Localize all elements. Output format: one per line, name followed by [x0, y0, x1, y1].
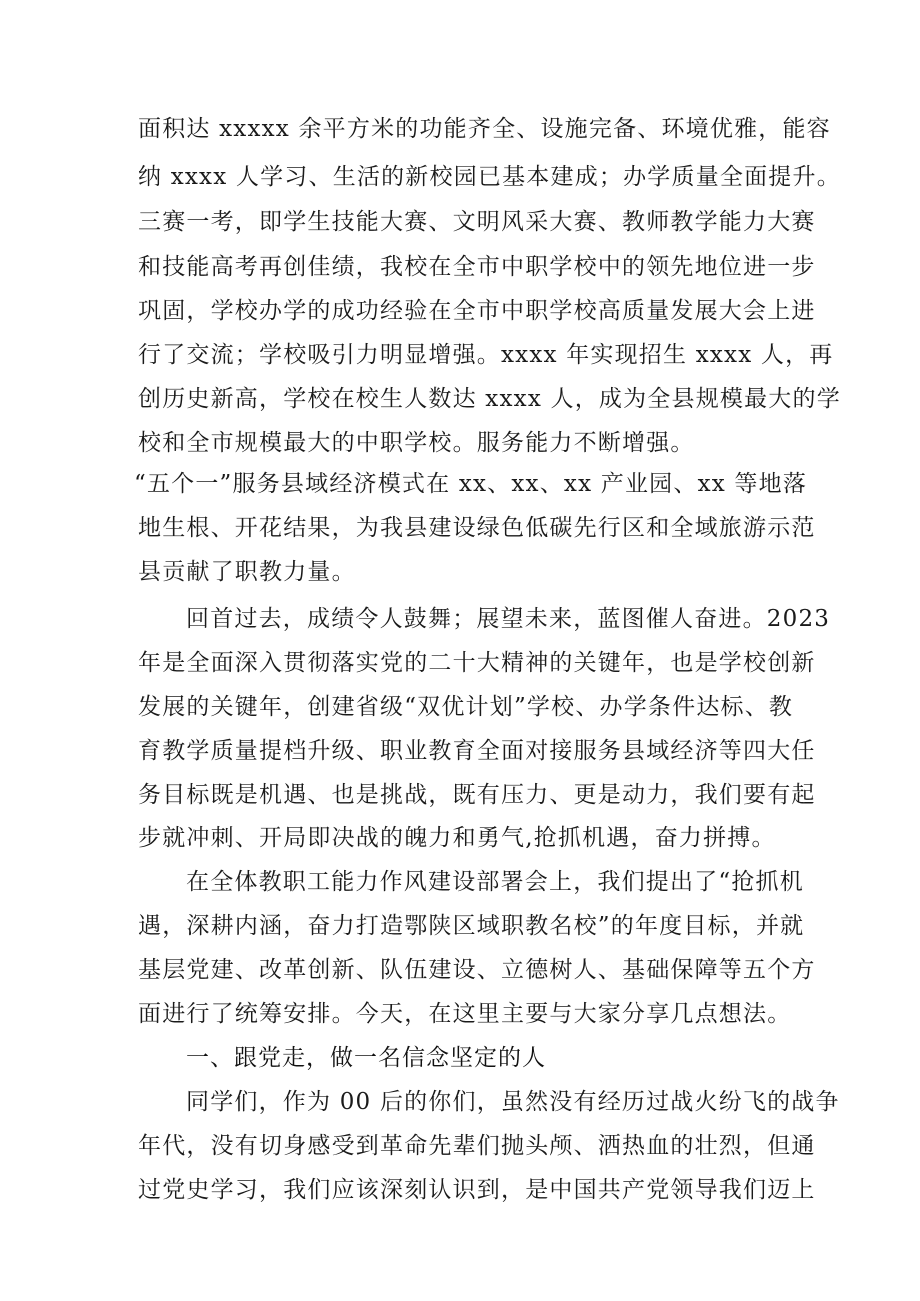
text-line: 县贡献了职教力量。 [138, 559, 356, 585]
paragraph-first-line: 同学们，作为 00 后的你们，虽然没有经历过战火纷飞的战争 [186, 1089, 840, 1115]
paragraph-first-line: 回首过去，成绩令人鼓舞；展望未来，蓝图催人奋进。2023 [186, 606, 831, 632]
text-line: 行了交流；学校吸引力明显增强。xxxx 年实现招生 xxxx 人，再 [138, 342, 834, 368]
text-line: 校和全市规模最大的中职学校。服务能力不断增强。 [138, 430, 695, 456]
section-heading: 一、跟党走，做一名信念坚定的人 [186, 1045, 546, 1071]
text-line: 面积达 xxxxx 余平方米的功能齐全、设施完备、环境优雅，能容 [138, 116, 831, 142]
text-line: 步就冲刺、开局即决战的魄力和勇气,抢抓机遇，奋力拼搏。 [138, 825, 776, 851]
text-line: 纳 xxxx 人学习、生活的新校园已基本建成；办学质量全面提升。 [138, 164, 841, 190]
text-line: 务目标既是机遇、也是挑战，既有压力、更是动力，我们要有起 [138, 782, 816, 808]
text-line: 年是全面深入贯彻落实党的二十大精神的关键年，也是学校创新 [138, 650, 816, 676]
text-line: 面进行了统筹安排。今天，在这里主要与大家分享几点想法。 [138, 1001, 792, 1027]
text-line: 过党史学习，我们应该深刻认识到，是中国共产党领导我们迈上 [138, 1177, 816, 1203]
text-line: “五个一”服务县域经济模式在 xx、xx、xx 产业园、xx 等地落 [134, 471, 808, 497]
text-line: 年代，没有切身感受到革命先辈们抛头颅、洒热血的壮烈，但通 [138, 1133, 816, 1159]
text-line: 创历史新高，学校在校生人数达 xxxx 人，成为全县规模最大的学 [138, 386, 841, 412]
text-line: 遇，深耕内涵，奋力打造鄂陕区域职教名校”的年度目标，并就 [138, 913, 805, 939]
text-line: 基层党建、改革创新、队伍建设、立德树人、基础保障等五个方 [138, 957, 816, 983]
text-line: 育教学质量提档升级、职业教育全面对接服务县域经济等四大任 [138, 738, 816, 764]
text-line: 地生根、开花结果，为我县建设绿色低碳先行区和全域旅游示范 [138, 515, 816, 541]
text-line: 和技能高考再创佳绩，我校在全市中职学校中的领先地位进一步 [138, 254, 816, 280]
paragraph-first-line: 在全体教职工能力作风建设部署会上，我们提出了“抢抓机 [186, 869, 804, 895]
text-line: 发展的关键年，创建省级“双优计划”学校、办学条件达标、教 [138, 694, 794, 720]
text-line: 巩固，学校办学的成功经验在全市中职学校高质量发展大会上进 [138, 298, 816, 324]
text-line: 三赛一考，即学生技能大赛、文明风采大赛、教师教学能力大赛 [138, 209, 816, 235]
